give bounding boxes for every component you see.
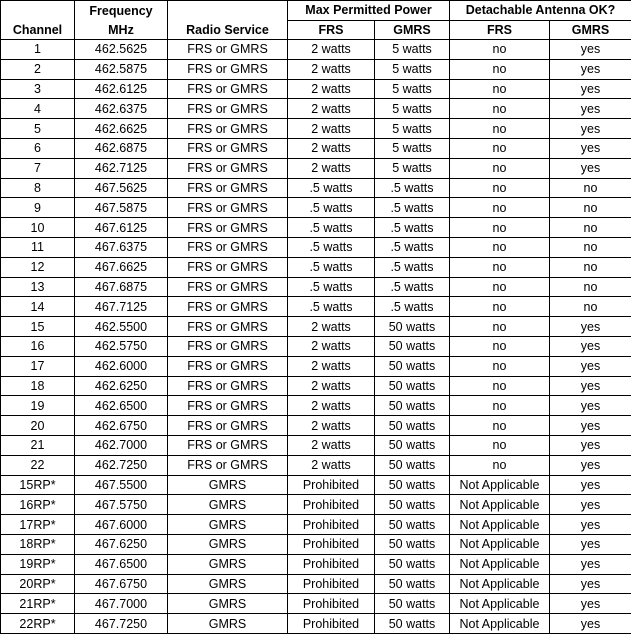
table-row bbox=[1, 515, 631, 535]
gmrs-power-cell: 5 watts bbox=[375, 158, 450, 178]
gmrs-antenna-cell: yes bbox=[550, 40, 631, 60]
frequency-cell: 467.6625 bbox=[75, 257, 168, 277]
frs-antenna-cell: Not Applicable bbox=[450, 515, 550, 535]
table-row bbox=[1, 396, 631, 416]
frs-antenna-cell: Not Applicable bbox=[450, 594, 550, 614]
channel-header-spacer bbox=[1, 1, 75, 21]
channel-cell: 12 bbox=[1, 257, 75, 277]
channel-cell: 8 bbox=[1, 178, 75, 198]
channel-cell: 2 bbox=[1, 59, 75, 79]
table-row bbox=[1, 237, 631, 257]
frequency-cell: 467.5625 bbox=[75, 178, 168, 198]
gmrs-antenna-cell: no bbox=[550, 277, 631, 297]
gmrs-antenna-cell: yes bbox=[550, 455, 631, 475]
table-row bbox=[1, 554, 631, 574]
table-row bbox=[1, 138, 631, 158]
gmrs-antenna-cell: yes bbox=[550, 435, 631, 455]
gmrs-antenna-cell: no bbox=[550, 198, 631, 218]
channel-cell: 11 bbox=[1, 237, 75, 257]
gmrs-power-cell: 50 watts bbox=[375, 534, 450, 554]
gmrs-antenna-cell: yes bbox=[550, 376, 631, 396]
radio-service-cell: FRS or GMRS bbox=[168, 416, 288, 436]
gmrs-antenna-cell: yes bbox=[550, 119, 631, 139]
frequency-cell: 467.5500 bbox=[75, 475, 168, 495]
channel-cell: 20RP* bbox=[1, 574, 75, 594]
frequency-header-line2: MHz bbox=[75, 20, 168, 40]
frequency-cell: 462.6500 bbox=[75, 396, 168, 416]
frs-power-cell: 2 watts bbox=[288, 435, 375, 455]
channel-cell: 7 bbox=[1, 158, 75, 178]
frequency-cell: 467.6500 bbox=[75, 554, 168, 574]
frs-antenna-cell: no bbox=[450, 99, 550, 119]
frs-power-cell: 2 watts bbox=[288, 376, 375, 396]
frs-antenna-cell: Not Applicable bbox=[450, 614, 550, 634]
gmrs-antenna-cell: yes bbox=[550, 594, 631, 614]
gmrs-antenna-cell: yes bbox=[550, 356, 631, 376]
table-row bbox=[1, 178, 631, 198]
table-row bbox=[1, 614, 631, 634]
frs-antenna-cell: no bbox=[450, 317, 550, 337]
channel-cell: 4 bbox=[1, 99, 75, 119]
table-row bbox=[1, 455, 631, 475]
gmrs-power-cell: 50 watts bbox=[375, 574, 450, 594]
table-row bbox=[1, 574, 631, 594]
gmrs-antenna-cell: yes bbox=[550, 574, 631, 594]
table-row bbox=[1, 317, 631, 337]
channel-cell: 9 bbox=[1, 198, 75, 218]
table-row bbox=[1, 297, 631, 317]
gmrs-antenna-cell: yes bbox=[550, 534, 631, 554]
gmrs-antenna-cell: yes bbox=[550, 138, 631, 158]
frs-power-cell: Prohibited bbox=[288, 614, 375, 634]
frs-power-cell: Prohibited bbox=[288, 554, 375, 574]
radio-service-cell: GMRS bbox=[168, 574, 288, 594]
frs-power-cell: 2 watts bbox=[288, 396, 375, 416]
gmrs-antenna-cell: yes bbox=[550, 79, 631, 99]
table-row bbox=[1, 336, 631, 356]
channel-cell: 19RP* bbox=[1, 554, 75, 574]
channel-cell: 14 bbox=[1, 297, 75, 317]
frequency-cell: 467.6125 bbox=[75, 218, 168, 238]
gmrs-power-cell: 50 watts bbox=[375, 475, 450, 495]
frequency-cell: 462.6625 bbox=[75, 119, 168, 139]
gmrs-antenna-cell: no bbox=[550, 297, 631, 317]
frequency-cell: 462.5625 bbox=[75, 40, 168, 60]
radio-service-cell: FRS or GMRS bbox=[168, 158, 288, 178]
frs-power-cell: Prohibited bbox=[288, 574, 375, 594]
frequency-cell: 467.6750 bbox=[75, 574, 168, 594]
table-row bbox=[1, 40, 631, 60]
gmrs-power-cell: .5 watts bbox=[375, 237, 450, 257]
channel-cell: 5 bbox=[1, 119, 75, 139]
gmrs-power-cell: 50 watts bbox=[375, 455, 450, 475]
frequency-header-line1: Frequency bbox=[75, 1, 168, 21]
radio-service-cell: FRS or GMRS bbox=[168, 99, 288, 119]
table-row bbox=[1, 158, 631, 178]
gmrs-antenna-cell: yes bbox=[550, 554, 631, 574]
table-row bbox=[1, 257, 631, 277]
max-power-frs-header: FRS bbox=[288, 20, 375, 40]
radio-service-cell: FRS or GMRS bbox=[168, 356, 288, 376]
channel-cell: 17 bbox=[1, 356, 75, 376]
frs-power-cell: 2 watts bbox=[288, 40, 375, 60]
frs-antenna-cell: no bbox=[450, 455, 550, 475]
gmrs-antenna-cell: yes bbox=[550, 495, 631, 515]
channel-header: Channel bbox=[1, 20, 75, 40]
channel-cell: 19 bbox=[1, 396, 75, 416]
gmrs-power-cell: 50 watts bbox=[375, 376, 450, 396]
frs-power-cell: 2 watts bbox=[288, 158, 375, 178]
table-row bbox=[1, 79, 631, 99]
channel-cell: 21RP* bbox=[1, 594, 75, 614]
frs-power-cell: .5 watts bbox=[288, 218, 375, 238]
frequency-cell: 462.6250 bbox=[75, 376, 168, 396]
frs-antenna-cell: no bbox=[450, 297, 550, 317]
radio-service-cell: FRS or GMRS bbox=[168, 119, 288, 139]
frequency-cell: 462.7250 bbox=[75, 455, 168, 475]
frequency-cell: 467.5750 bbox=[75, 495, 168, 515]
channel-cell: 15RP* bbox=[1, 475, 75, 495]
radio-service-header-spacer bbox=[168, 1, 288, 21]
gmrs-power-cell: .5 watts bbox=[375, 178, 450, 198]
frs-power-cell: Prohibited bbox=[288, 515, 375, 535]
radio-service-cell: FRS or GMRS bbox=[168, 317, 288, 337]
gmrs-power-cell: 50 watts bbox=[375, 614, 450, 634]
frequency-cell: 467.7000 bbox=[75, 594, 168, 614]
table-row bbox=[1, 475, 631, 495]
table-row bbox=[1, 376, 631, 396]
frs-antenna-cell: no bbox=[450, 376, 550, 396]
gmrs-power-cell: 50 watts bbox=[375, 396, 450, 416]
gmrs-antenna-cell: yes bbox=[550, 614, 631, 634]
frs-antenna-cell: no bbox=[450, 336, 550, 356]
frs-antenna-cell: Not Applicable bbox=[450, 574, 550, 594]
table-body bbox=[1, 40, 631, 634]
table-row bbox=[1, 435, 631, 455]
frs-power-cell: 2 watts bbox=[288, 416, 375, 436]
frs-power-cell: 2 watts bbox=[288, 138, 375, 158]
frs-power-cell: 2 watts bbox=[288, 99, 375, 119]
radio-service-cell: FRS or GMRS bbox=[168, 178, 288, 198]
channel-cell: 18RP* bbox=[1, 534, 75, 554]
gmrs-antenna-cell: no bbox=[550, 257, 631, 277]
gmrs-power-cell: 5 watts bbox=[375, 79, 450, 99]
gmrs-power-cell: 50 watts bbox=[375, 495, 450, 515]
channel-cell: 18 bbox=[1, 376, 75, 396]
table-row bbox=[1, 198, 631, 218]
gmrs-power-cell: .5 watts bbox=[375, 297, 450, 317]
frs-antenna-cell: Not Applicable bbox=[450, 554, 550, 574]
gmrs-power-cell: 5 watts bbox=[375, 138, 450, 158]
gmrs-antenna-cell: yes bbox=[550, 317, 631, 337]
gmrs-power-cell: 50 watts bbox=[375, 515, 450, 535]
frequency-cell: 462.6875 bbox=[75, 138, 168, 158]
gmrs-power-cell: 50 watts bbox=[375, 317, 450, 337]
radio-service-cell: FRS or GMRS bbox=[168, 455, 288, 475]
channel-cell: 1 bbox=[1, 40, 75, 60]
radio-service-cell: GMRS bbox=[168, 515, 288, 535]
frs-power-cell: 2 watts bbox=[288, 455, 375, 475]
frs-antenna-cell: no bbox=[450, 237, 550, 257]
gmrs-power-cell: 5 watts bbox=[375, 99, 450, 119]
frequency-cell: 462.7125 bbox=[75, 158, 168, 178]
frs-power-cell: 2 watts bbox=[288, 59, 375, 79]
radio-service-cell: GMRS bbox=[168, 554, 288, 574]
frequency-cell: 462.5500 bbox=[75, 317, 168, 337]
channel-cell: 6 bbox=[1, 138, 75, 158]
frequency-cell: 467.6000 bbox=[75, 515, 168, 535]
frequency-cell: 467.7250 bbox=[75, 614, 168, 634]
radio-service-cell: FRS or GMRS bbox=[168, 59, 288, 79]
gmrs-antenna-cell: no bbox=[550, 178, 631, 198]
gmrs-antenna-cell: yes bbox=[550, 515, 631, 535]
radio-service-cell: FRS or GMRS bbox=[168, 237, 288, 257]
radio-service-cell: GMRS bbox=[168, 495, 288, 515]
max-power-gmrs-header: GMRS bbox=[375, 20, 450, 40]
channel-cell: 10 bbox=[1, 218, 75, 238]
gmrs-power-cell: 5 watts bbox=[375, 119, 450, 139]
frs-power-cell: .5 watts bbox=[288, 198, 375, 218]
radio-service-cell: FRS or GMRS bbox=[168, 277, 288, 297]
gmrs-antenna-cell: yes bbox=[550, 475, 631, 495]
frs-antenna-cell: no bbox=[450, 138, 550, 158]
frs-power-cell: Prohibited bbox=[288, 534, 375, 554]
channel-cell: 15 bbox=[1, 317, 75, 337]
frequency-cell: 462.7000 bbox=[75, 435, 168, 455]
frequency-cell: 467.6875 bbox=[75, 277, 168, 297]
frs-power-cell: 2 watts bbox=[288, 119, 375, 139]
table-row bbox=[1, 495, 631, 515]
frequency-cell: 462.6000 bbox=[75, 356, 168, 376]
frequency-cell: 462.6125 bbox=[75, 79, 168, 99]
channel-cell: 22 bbox=[1, 455, 75, 475]
channel-cell: 20 bbox=[1, 416, 75, 436]
radio-service-cell: FRS or GMRS bbox=[168, 297, 288, 317]
frs-antenna-cell: no bbox=[450, 178, 550, 198]
frs-antenna-cell: no bbox=[450, 218, 550, 238]
channel-cell: 13 bbox=[1, 277, 75, 297]
gmrs-power-cell: 50 watts bbox=[375, 554, 450, 574]
radio-service-cell: FRS or GMRS bbox=[168, 435, 288, 455]
radio-service-cell: FRS or GMRS bbox=[168, 257, 288, 277]
radio-service-cell: FRS or GMRS bbox=[168, 198, 288, 218]
radio-service-header: Radio Service bbox=[168, 20, 288, 40]
gmrs-power-cell: 5 watts bbox=[375, 59, 450, 79]
frs-power-cell: .5 watts bbox=[288, 257, 375, 277]
table-row bbox=[1, 99, 631, 119]
radio-service-cell: FRS or GMRS bbox=[168, 376, 288, 396]
frs-antenna-cell: Not Applicable bbox=[450, 475, 550, 495]
frs-antenna-cell: no bbox=[450, 40, 550, 60]
frequency-cell: 462.6750 bbox=[75, 416, 168, 436]
frs-power-cell: 2 watts bbox=[288, 79, 375, 99]
gmrs-power-cell: 50 watts bbox=[375, 416, 450, 436]
frs-power-cell: .5 watts bbox=[288, 178, 375, 198]
frs-power-cell: Prohibited bbox=[288, 495, 375, 515]
gmrs-power-cell: 5 watts bbox=[375, 40, 450, 60]
gmrs-power-cell: .5 watts bbox=[375, 218, 450, 238]
frs-antenna-cell: no bbox=[450, 198, 550, 218]
gmrs-antenna-cell: yes bbox=[550, 336, 631, 356]
frs-antenna-cell: no bbox=[450, 119, 550, 139]
channel-cell: 22RP* bbox=[1, 614, 75, 634]
frs-power-cell: 2 watts bbox=[288, 336, 375, 356]
detachable-frs-header: FRS bbox=[450, 20, 550, 40]
frs-antenna-cell: no bbox=[450, 416, 550, 436]
frequency-cell: 467.6375 bbox=[75, 237, 168, 257]
frs-power-cell: Prohibited bbox=[288, 594, 375, 614]
channel-cell: 3 bbox=[1, 79, 75, 99]
gmrs-power-cell: 50 watts bbox=[375, 594, 450, 614]
gmrs-antenna-cell: yes bbox=[550, 416, 631, 436]
radio-service-cell: FRS or GMRS bbox=[168, 79, 288, 99]
radio-service-cell: GMRS bbox=[168, 475, 288, 495]
frs-antenna-cell: no bbox=[450, 277, 550, 297]
gmrs-power-cell: 50 watts bbox=[375, 336, 450, 356]
frs-antenna-cell: Not Applicable bbox=[450, 495, 550, 515]
frequency-cell: 467.5875 bbox=[75, 198, 168, 218]
max-power-header: Max Permitted Power bbox=[288, 1, 450, 21]
frequency-cell: 467.7125 bbox=[75, 297, 168, 317]
frs-power-cell: 2 watts bbox=[288, 317, 375, 337]
frs-antenna-cell: no bbox=[450, 356, 550, 376]
frs-power-cell: 2 watts bbox=[288, 356, 375, 376]
gmrs-antenna-cell: yes bbox=[550, 59, 631, 79]
frs-antenna-cell: no bbox=[450, 435, 550, 455]
frs-antenna-cell: no bbox=[450, 79, 550, 99]
radio-service-cell: FRS or GMRS bbox=[168, 40, 288, 60]
channel-cell: 21 bbox=[1, 435, 75, 455]
table-row bbox=[1, 218, 631, 238]
channel-cell: 16RP* bbox=[1, 495, 75, 515]
detachable-gmrs-header: GMRS bbox=[550, 20, 631, 40]
frs-power-cell: .5 watts bbox=[288, 297, 375, 317]
gmrs-antenna-cell: yes bbox=[550, 396, 631, 416]
table-row bbox=[1, 277, 631, 297]
table-row bbox=[1, 416, 631, 436]
table-header bbox=[1, 1, 631, 40]
channel-cell: 17RP* bbox=[1, 515, 75, 535]
gmrs-antenna-cell: yes bbox=[550, 99, 631, 119]
table-row bbox=[1, 356, 631, 376]
table-row bbox=[1, 534, 631, 554]
frs-power-cell: .5 watts bbox=[288, 277, 375, 297]
gmrs-power-cell: 50 watts bbox=[375, 435, 450, 455]
detachable-antenna-header: Detachable Antenna OK? bbox=[450, 1, 631, 21]
radio-service-cell: GMRS bbox=[168, 614, 288, 634]
radio-service-cell: FRS or GMRS bbox=[168, 336, 288, 356]
gmrs-antenna-cell: no bbox=[550, 218, 631, 238]
frs-antenna-cell: no bbox=[450, 396, 550, 416]
table-row bbox=[1, 594, 631, 614]
gmrs-power-cell: .5 watts bbox=[375, 257, 450, 277]
frs-antenna-cell: Not Applicable bbox=[450, 534, 550, 554]
frs-antenna-cell: no bbox=[450, 257, 550, 277]
frequency-cell: 467.6250 bbox=[75, 534, 168, 554]
frequency-cell: 462.5875 bbox=[75, 59, 168, 79]
radio-service-cell: GMRS bbox=[168, 534, 288, 554]
frs-antenna-cell: no bbox=[450, 59, 550, 79]
channel-cell: 16 bbox=[1, 336, 75, 356]
radio-service-cell: FRS or GMRS bbox=[168, 138, 288, 158]
frs-power-cell: .5 watts bbox=[288, 237, 375, 257]
table-row bbox=[1, 119, 631, 139]
frequency-cell: 462.5750 bbox=[75, 336, 168, 356]
gmrs-power-cell: .5 watts bbox=[375, 277, 450, 297]
gmrs-antenna-cell: no bbox=[550, 237, 631, 257]
radio-service-cell: GMRS bbox=[168, 594, 288, 614]
radio-service-cell: FRS or GMRS bbox=[168, 396, 288, 416]
table-row bbox=[1, 59, 631, 79]
radio-service-cell: FRS or GMRS bbox=[168, 218, 288, 238]
gmrs-antenna-cell: yes bbox=[550, 158, 631, 178]
gmrs-power-cell: .5 watts bbox=[375, 198, 450, 218]
frequency-cell: 462.6375 bbox=[75, 99, 168, 119]
frs-antenna-cell: no bbox=[450, 158, 550, 178]
frs-power-cell: Prohibited bbox=[288, 475, 375, 495]
gmrs-power-cell: 50 watts bbox=[375, 356, 450, 376]
